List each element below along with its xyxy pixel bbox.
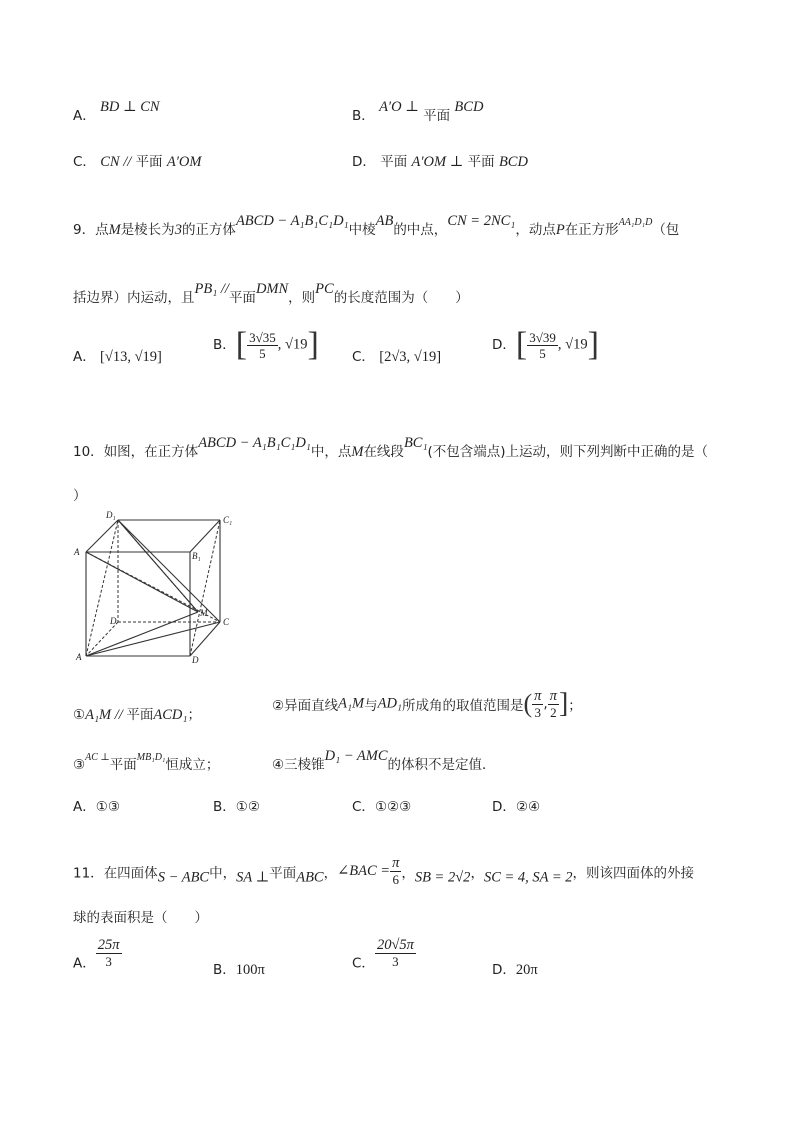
math-expression: BCD bbox=[454, 99, 484, 115]
numerator: 3√35 bbox=[249, 329, 276, 345]
fraction bbox=[548, 689, 559, 720]
text: 平面 bbox=[109, 757, 137, 773]
math-expression: ABC bbox=[296, 869, 324, 886]
q10-option-b bbox=[213, 795, 260, 815]
option-label: A． bbox=[73, 349, 96, 365]
option-label: D． bbox=[492, 962, 516, 978]
option-label: C． bbox=[73, 154, 96, 170]
denominator: 5 bbox=[259, 345, 266, 361]
option-label: A． bbox=[73, 108, 96, 124]
text: 所成角的取值范围是 bbox=[401, 698, 524, 714]
label-c: C bbox=[223, 617, 230, 627]
text: 如图，在正方体 bbox=[103, 444, 199, 460]
numerator: 3√39 bbox=[529, 329, 556, 345]
seg-am bbox=[86, 612, 198, 656]
math-expression: SB = 2√2 bbox=[414, 869, 471, 886]
text: ； bbox=[568, 698, 582, 714]
math-var: PC bbox=[315, 281, 334, 297]
text: ， bbox=[401, 865, 415, 882]
label-m: M bbox=[200, 608, 208, 618]
math-var: 3 bbox=[174, 222, 182, 238]
math-expression: SA ⊥ bbox=[236, 869, 270, 886]
paren-left: ( bbox=[523, 689, 533, 718]
text: 平面 bbox=[423, 108, 451, 124]
text: 括边界）内运动，且 bbox=[73, 290, 195, 306]
math-expression: S − ABC bbox=[157, 869, 210, 886]
math-var: AB bbox=[375, 213, 394, 229]
math-expression: ABCD − A₁B₁C₁D₁ bbox=[198, 435, 311, 451]
text: 在正方形 bbox=[564, 222, 619, 238]
q10-stem-line2 bbox=[73, 484, 87, 504]
text: 的长度范围为（ ） bbox=[333, 290, 469, 306]
math-expression: [2√3, √19] bbox=[379, 349, 442, 365]
label-d: D bbox=[110, 616, 117, 626]
q11-stem-line2 bbox=[73, 906, 208, 926]
denominator: 3 bbox=[534, 704, 542, 720]
q8-option-d bbox=[352, 150, 528, 171]
option-label: A． bbox=[73, 955, 96, 972]
numerator: 20√5π bbox=[376, 937, 414, 953]
text: ） bbox=[73, 488, 87, 504]
q9-option-d bbox=[492, 326, 599, 364]
option-label: B． bbox=[213, 799, 236, 815]
fraction bbox=[390, 856, 401, 887]
math-var: M bbox=[108, 222, 121, 238]
q11-option-c bbox=[352, 938, 416, 972]
text: 平面 bbox=[380, 154, 408, 170]
option-label: D． bbox=[492, 799, 516, 815]
math-expression: D₁ − AMC bbox=[324, 748, 388, 764]
math-expression: BD ⊥ CN bbox=[100, 99, 160, 115]
numerator: π bbox=[549, 687, 557, 704]
option-label: B． bbox=[352, 108, 375, 124]
denominator: 3 bbox=[392, 954, 399, 969]
q10-option-a bbox=[73, 795, 120, 815]
text: 中棱 bbox=[348, 222, 376, 238]
math-expression: , √19 bbox=[557, 336, 588, 353]
seg-a1m bbox=[86, 552, 198, 612]
text: 平面 bbox=[135, 154, 163, 170]
denominator: 2 bbox=[550, 704, 557, 720]
question-number: 11． bbox=[73, 865, 104, 882]
denominator: 5 bbox=[539, 345, 546, 361]
q10-option-c bbox=[352, 795, 411, 815]
numerator: 25π bbox=[97, 937, 120, 953]
text: ， bbox=[470, 865, 484, 882]
cube-figure bbox=[70, 508, 240, 668]
text: ， bbox=[323, 865, 338, 882]
math-expression: A′OM bbox=[166, 154, 202, 170]
math-expression: BCD bbox=[498, 154, 528, 170]
q11-option-d bbox=[492, 958, 538, 979]
text: 恒成立； bbox=[165, 757, 220, 773]
text: 的中点， bbox=[393, 222, 448, 238]
text: 在线段 bbox=[363, 444, 404, 460]
label-c1: C₁ bbox=[223, 515, 233, 525]
denominator: 3 bbox=[105, 954, 112, 969]
option-label: C． bbox=[352, 799, 375, 815]
text: 与 bbox=[364, 698, 378, 714]
math-expression: MB₁D₁ bbox=[136, 752, 166, 763]
q11-option-b bbox=[213, 958, 265, 979]
math-expression: ACD₁ bbox=[153, 707, 188, 723]
math-expression: [√13, √19] bbox=[100, 349, 162, 365]
text: ②异面直线 bbox=[272, 698, 339, 714]
fraction bbox=[375, 938, 416, 969]
edge-a1d1 bbox=[86, 520, 118, 552]
text: 平面 bbox=[269, 865, 297, 882]
q9-option-c bbox=[352, 345, 441, 366]
math-expression: A₁M // bbox=[85, 707, 127, 723]
bracket-right: ] bbox=[307, 326, 319, 363]
math-var: M bbox=[351, 444, 364, 460]
math-var: BC₁ bbox=[403, 435, 428, 451]
q9-stem-line1 bbox=[73, 213, 680, 239]
option-label: A． bbox=[73, 799, 96, 815]
label-d1: D₁ bbox=[106, 510, 116, 520]
text: ； bbox=[187, 707, 201, 723]
text: 中， bbox=[209, 865, 237, 882]
math-expression: , √19 bbox=[277, 336, 308, 353]
fraction bbox=[532, 689, 543, 720]
option-label: D． bbox=[352, 154, 376, 170]
label-b: D bbox=[192, 655, 199, 665]
text: 平面 bbox=[126, 707, 154, 723]
math-expression: ABCD − A₁B₁C₁D₁ bbox=[235, 213, 349, 229]
bracket-left: [ bbox=[515, 326, 528, 363]
text: （包 bbox=[652, 222, 680, 238]
bracket-left: [ bbox=[235, 326, 248, 363]
math-expression: A′O ⊥ bbox=[379, 99, 419, 115]
text: ① bbox=[73, 707, 86, 723]
fraction bbox=[527, 330, 558, 361]
q10-statement-4 bbox=[272, 748, 496, 774]
q10-statement-1 bbox=[73, 703, 201, 724]
math-expression: SC = 4, SA = 2 bbox=[483, 869, 573, 886]
math-var: AD₁ bbox=[377, 695, 402, 712]
fraction bbox=[96, 938, 122, 969]
text: (不包含端点)上运动，则下列判断中正确的是（ bbox=[427, 444, 709, 460]
hidden-edge-da bbox=[86, 622, 118, 656]
text: ③ bbox=[73, 757, 86, 773]
q9-stem-line2 bbox=[73, 281, 469, 307]
numerator: π bbox=[392, 855, 400, 871]
option-value: ②④ bbox=[515, 799, 541, 815]
q10-statement-2: ②异面直线A₁M与AD₁所成角的取值范围是( $\frac{\pi}{3}$ , $\frac{\pi}{2}$ ]； bbox=[272, 687, 582, 720]
math-expression: CN = 2NC₁ bbox=[447, 213, 516, 229]
bracket-right: ] bbox=[558, 688, 569, 719]
math-expression: AA₁D₁D bbox=[618, 217, 653, 228]
math-expression: A′OM ⊥ bbox=[411, 154, 464, 170]
text: 中，点 bbox=[310, 444, 352, 460]
q11-option-a bbox=[73, 938, 122, 972]
label-a1: A bbox=[74, 547, 80, 557]
text: ，则该四面体的外接 bbox=[572, 865, 695, 882]
fraction bbox=[247, 330, 278, 361]
q8-option-a bbox=[73, 99, 160, 125]
q11-stem-line1 bbox=[73, 856, 694, 887]
option-label: C． bbox=[352, 955, 375, 972]
text: 在四面体 bbox=[103, 865, 158, 882]
q10-option-d bbox=[492, 795, 540, 815]
question-number: 10． bbox=[73, 444, 104, 460]
text: 球的表面积是（ ） bbox=[73, 910, 208, 926]
hidden-seg-bc1 bbox=[190, 520, 220, 656]
numerator: π bbox=[534, 687, 542, 704]
text: 平面 bbox=[228, 290, 256, 306]
text: 平面 bbox=[467, 154, 495, 170]
text: 是棱长为 bbox=[120, 222, 175, 238]
seg-d1c bbox=[118, 520, 220, 622]
q10-statement-3 bbox=[73, 753, 219, 773]
option-value: ①② bbox=[235, 799, 260, 815]
option-value: 20π bbox=[515, 962, 538, 978]
q8-option-b bbox=[352, 99, 484, 125]
seg-ac bbox=[86, 622, 220, 656]
option-label: B． bbox=[213, 337, 236, 353]
q10-stem-line1 bbox=[73, 435, 709, 461]
text: 的正方体 bbox=[181, 222, 236, 238]
text: 点 bbox=[95, 222, 109, 238]
text: 的体积不是定值． bbox=[387, 757, 496, 773]
math-expression: AC ⊥ bbox=[85, 752, 110, 763]
hidden-seg-ad1 bbox=[86, 520, 118, 656]
option-value: 100π bbox=[235, 962, 265, 978]
q9-option-a bbox=[73, 345, 162, 366]
label-b1: B₁ bbox=[192, 551, 201, 561]
text: ，动点 bbox=[515, 222, 556, 238]
q8-option-c bbox=[73, 150, 201, 171]
math-expression: DMN bbox=[255, 281, 289, 297]
text: ④三棱锥 bbox=[272, 757, 325, 773]
edge-c1b1 bbox=[190, 520, 220, 552]
text: ，则 bbox=[288, 290, 316, 306]
denominator: 6 bbox=[392, 872, 399, 887]
option-label: D． bbox=[492, 337, 516, 353]
option-label: B． bbox=[213, 962, 236, 978]
option-label: C． bbox=[352, 349, 375, 365]
math-expression: PB₁ // bbox=[194, 281, 229, 297]
question-number: 9． bbox=[73, 222, 96, 238]
bracket-right: ] bbox=[587, 326, 599, 363]
math-expression: ∠BAC = bbox=[337, 863, 391, 879]
edge-cb bbox=[190, 622, 220, 656]
math-var: A₁M bbox=[338, 695, 365, 712]
math-var: P bbox=[555, 222, 565, 238]
math-expression: CN // bbox=[100, 154, 132, 170]
option-value: ①③ bbox=[95, 799, 120, 815]
q9-option-b bbox=[213, 326, 319, 364]
label-a: A bbox=[76, 652, 82, 662]
option-value: ①②③ bbox=[374, 799, 412, 815]
